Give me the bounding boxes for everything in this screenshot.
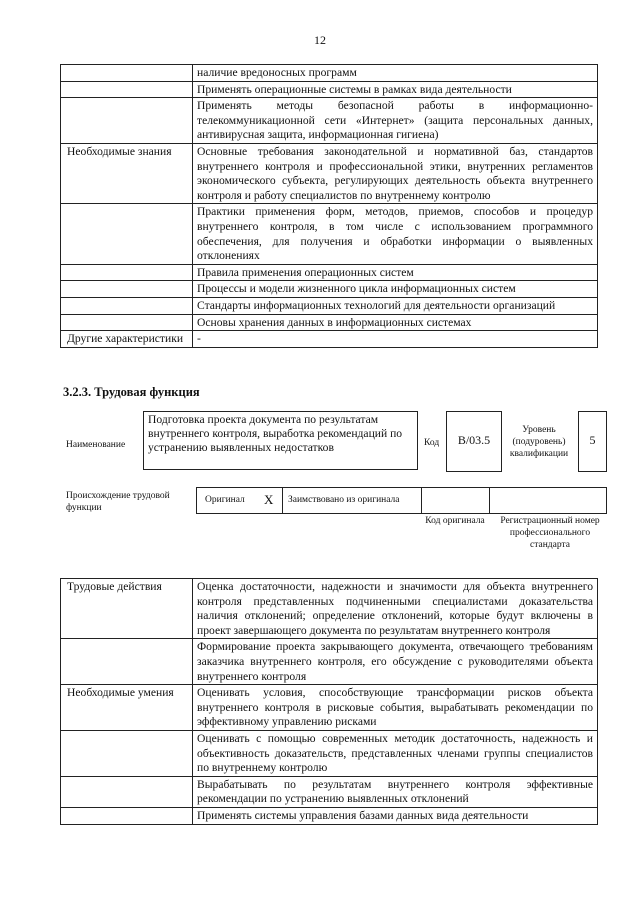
row-text: Процессы и модели жизненного цикла информационных систем	[193, 281, 598, 298]
row-label	[61, 65, 193, 82]
divider	[282, 487, 283, 513]
knowledge-table	[60, 64, 598, 348]
table-row	[61, 685, 598, 731]
table-row	[61, 81, 598, 98]
original-mark: X	[264, 492, 274, 507]
table-row	[61, 331, 598, 348]
row-text: Практики применения форм, методов, приемов, способов и процедур внутреннего контроля, в том числе с использованием программного обеспечения, для получения и обработки информации о выявленных отклонениях	[193, 204, 598, 264]
row-text: Стандарты информационных технологий для деятельности организаций	[193, 297, 598, 314]
qualification-level: 5	[578, 411, 607, 472]
table-row	[61, 98, 598, 144]
row-text: Оценивать условия, способствующие трансформации рисков объекта внутреннего контроля в рисковые события, вырабатывать рекомендации по эффективному управлению рисками	[193, 685, 598, 731]
row-text: Применять системы управления базами данных вида деятельности	[193, 807, 598, 824]
row-label	[61, 730, 193, 776]
table-row	[61, 314, 598, 331]
original-label: Оригинал	[205, 495, 245, 505]
row-label: Необходимые умения	[61, 685, 193, 731]
table-row	[61, 639, 598, 685]
table-row	[61, 264, 598, 281]
table-row	[61, 776, 598, 807]
row-label	[61, 776, 193, 807]
row-label: Необходимые знания	[61, 143, 193, 203]
page-number: 12	[314, 33, 326, 47]
row-label	[61, 314, 193, 331]
divider	[421, 487, 422, 513]
row-text: Основы хранения данных в информационных системах	[193, 314, 598, 331]
row-label	[61, 98, 193, 144]
reg-caption: Регистрационный номер профессионального стандарта	[500, 516, 600, 550]
row-text: Оценивать с помощью современных методик достаточность, надежность и объективность доказательств, представленных членами группы специалистов по внутреннему контролю	[193, 730, 598, 776]
row-label	[61, 204, 193, 264]
row-label: Трудовые действия	[61, 579, 193, 639]
row-text: Правила применения операционных систем	[193, 264, 598, 281]
row-text: Применять методы безопасной работы в информационно-телекоммуникационной сети «Интернет» (защита персональных данных, антивирусная защита, информационная гигиена)	[193, 98, 598, 144]
function-name: Подготовка проекта документа по результатам внутреннего контроля, выработка рекомендаций по устранению выявленных недостатков	[143, 411, 418, 470]
row-label	[61, 807, 193, 824]
row-text: Применять операционные системы в рамках вида деятельности	[193, 81, 598, 98]
row-label	[61, 264, 193, 281]
name-label: Наименование	[66, 440, 126, 450]
row-text: наличие вредоносных программ	[193, 65, 598, 82]
table-row	[61, 730, 598, 776]
row-text: Основные требования законодательной и нормативной баз, стандартов внутреннего контроля и профессиональной этики, внутренних регламентов экономического субъекта, регулирующих деятельность объекта внутреннего контроля и работу специалистов по внутреннему контролю	[193, 143, 598, 203]
table-row	[61, 65, 598, 82]
origin-label: Происхождение трудовой функции	[66, 491, 170, 513]
row-text: Формирование проекта закрывающего документа, отвечающего требованиям заказчика внутреннего контроля, его обсуждение с руководителями объекта внутреннего контроля	[193, 639, 598, 685]
code-caption: Код оригинала	[425, 516, 485, 526]
row-text: Оценка достаточности, надежности и значимости для объекта внутреннего контроля представленных подчиненными специалистами доказательства наличия отклонений; определение отклонений, которые будут включены в проект завершающего документа по результатам внутреннего контроля	[193, 579, 598, 639]
table-row	[61, 204, 598, 264]
table-row	[61, 297, 598, 314]
table-row	[61, 579, 598, 639]
row-label	[61, 297, 193, 314]
table-row	[61, 807, 598, 824]
section-heading: 3.2.3. Трудовая функция	[63, 385, 200, 399]
row-text: Вырабатывать по результатам внутреннего контроля эффективные рекомендации по устранению выявленных отклонений	[193, 776, 598, 807]
origin-box	[196, 487, 607, 514]
table-row	[61, 281, 598, 298]
row-label	[61, 281, 193, 298]
divider	[489, 487, 490, 513]
code-label: Код	[424, 438, 440, 448]
table-row	[61, 143, 598, 203]
row-label	[61, 81, 193, 98]
borrowed-label: Заимствовано из оригинала	[288, 495, 400, 505]
row-label: Другие характеристики	[61, 331, 193, 348]
function-code: B/03.5	[446, 411, 502, 472]
actions-table	[60, 578, 598, 825]
level-label: Уровень (подуровень) квалификации	[509, 425, 569, 459]
row-text: -	[193, 331, 598, 348]
row-label	[61, 639, 193, 685]
